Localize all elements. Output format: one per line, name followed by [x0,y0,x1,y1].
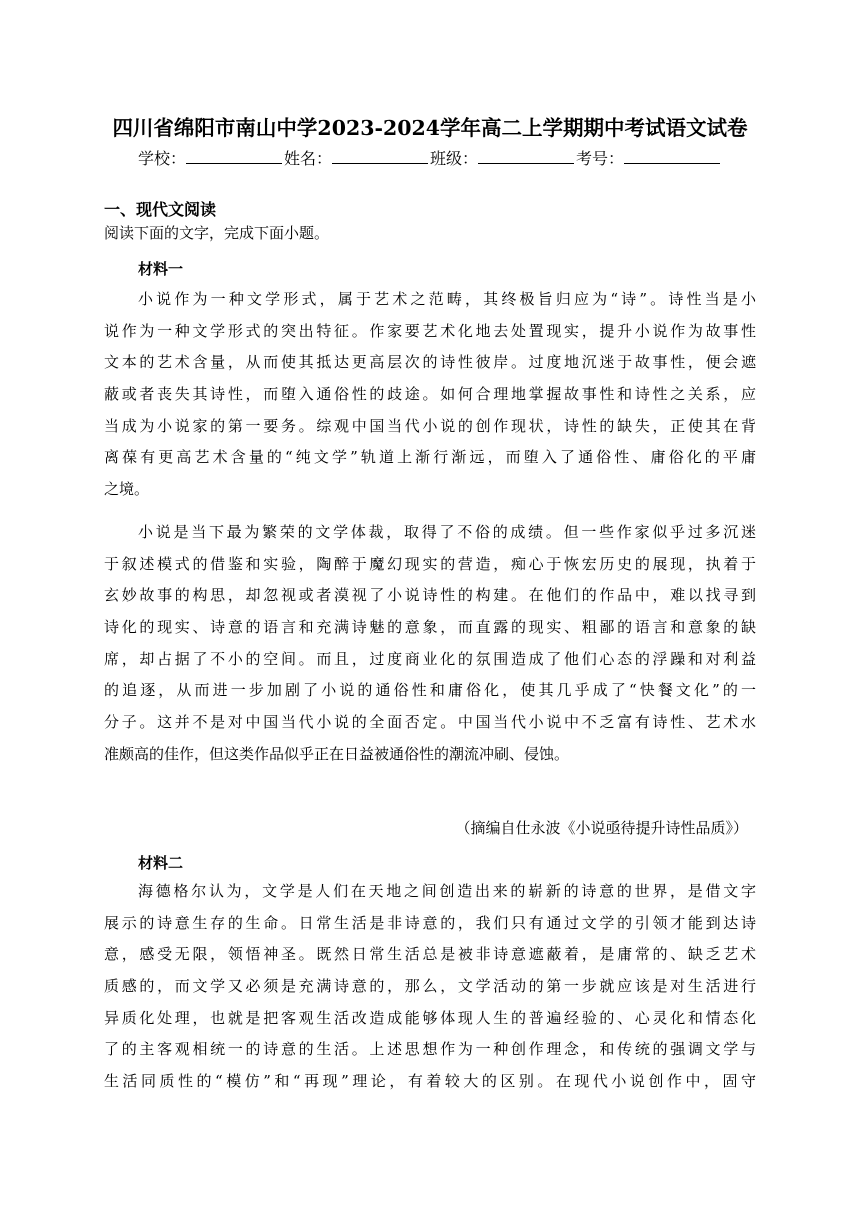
text-line: 玄妙故事的构思，却忽视或者漠视了小说诗性的构建。在他们的作品中，难以找寻到 [104,586,756,605]
material2-paragraph1 [104,876,756,1098]
text-line: 于叙述模式的借鉴和实验，陶醉于魔幻现实的营造，痴心于恢宏历史的展现，执着于 [104,554,756,573]
text-line: 海德格尔认为，文学是人们在天地之间创造出来的崭新的诗意的世界，是借文字 [138,882,756,900]
text-line: 当成为小说家的第一要务。综观中国当代小说的创作现状，诗性的缺失，正使其在背 [104,416,756,435]
material1-paragraph1 [104,284,756,506]
text-line: 小说作为一种文学形式，属于艺术之范畴，其终极旨归应为“诗”。诗性当是小 [138,290,756,308]
text-line: 席，却占据了不小的空间。而且，过度商业化的氛围造成了他们心态的浮躁和对利益 [104,649,756,668]
text-line: 的追逐，从而进一步加剧了小说的通俗性和庸俗化，使其几乎成了“快餐文化”的一 [104,681,756,700]
material2-label: 材料二 [138,854,184,872]
text-line: 之境。 [104,480,150,499]
text-line: 展示的诗意生存的生命。日常生活是非诗意的，我们只有通过文学的引领才能到达诗 [104,913,756,932]
text-line: 质感的，而文学又必须是充满诗意的，那么，文学活动的第一步就应该是对生活进行 [104,977,756,996]
text-line: 离葆有更高艺术含量的“纯文学”轨道上渐行渐远，而堕入了通俗性、庸俗化的平庸 [104,448,756,467]
text-line: 异质化处理，也就是把客观生活改造成能够体现人生的普遍经验的、心灵化和情态化 [104,1008,756,1027]
exam-title: 四川省绵阳市南山中学2023-2024学年高二上学期期中考试语文试卷 [112,116,748,140]
text-line: 生活同质性的“模仿”和“再现”理论，有着较大的区别。在现代小说创作中，固守 [104,1072,756,1091]
text-line: 小说是当下最为繁荣的文学体裁，取得了不俗的成绩。但一些作家似乎过多沉迷 [138,523,756,541]
material1-source: （摘编自仕永波《小说亟待提升诗性品质》） [455,819,748,837]
text-line: 分子。这并不是对中国当代小说的全面否定。中国当代小说中不乏富有诗性、艺术水 [104,713,756,732]
text-line: 诗化的现实、诗意的语言和充满诗魅的意象，而直露的现实、粗鄙的语言和意象的缺 [104,618,756,637]
name-label: 姓名： [283,149,332,168]
material1-label: 材料一 [138,260,184,278]
school-blank [186,149,282,164]
text-line: 文本的艺术含量，从而使其抵达更高层次的诗性彼岸。过度地沉迷于故事性，便会遮 [104,353,756,372]
class-label: 班级： [430,149,479,168]
class-blank [478,149,574,164]
text-line: 了的主客观相统一的诗意的生活。上述思想作为一种创作理念，和传统的强调文学与 [104,1040,756,1059]
number-blank [624,149,720,164]
material1-paragraph2 [104,517,756,771]
school-label: 学校： [137,149,186,168]
text-line: 说作为一种文学形式的突出特征。作家要艺术化地去处置现实，提升小说作为故事性 [104,321,756,340]
student-info-line [0,146,860,169]
reading-instruction: 阅读下面的文字，完成下面小题。 [104,224,330,242]
number-label: 考号： [576,149,625,168]
text-line: 蔽或者丧失其诗性，而堕入通俗性的歧途。如何合理地掌握故事性和诗性之关系，应 [104,385,756,404]
name-blank [332,149,428,164]
text-line: 准颇高的佳作，但这类作品似乎正在日益被通俗性的潮流冲刷、侵蚀。 [104,744,570,763]
text-line: 意，感受无限，领悟神圣。既然日常生活总是被非诗意遮蔽着，是庸常的、缺乏艺术 [104,945,756,964]
section-heading: 一、现代文阅读 [104,200,217,219]
